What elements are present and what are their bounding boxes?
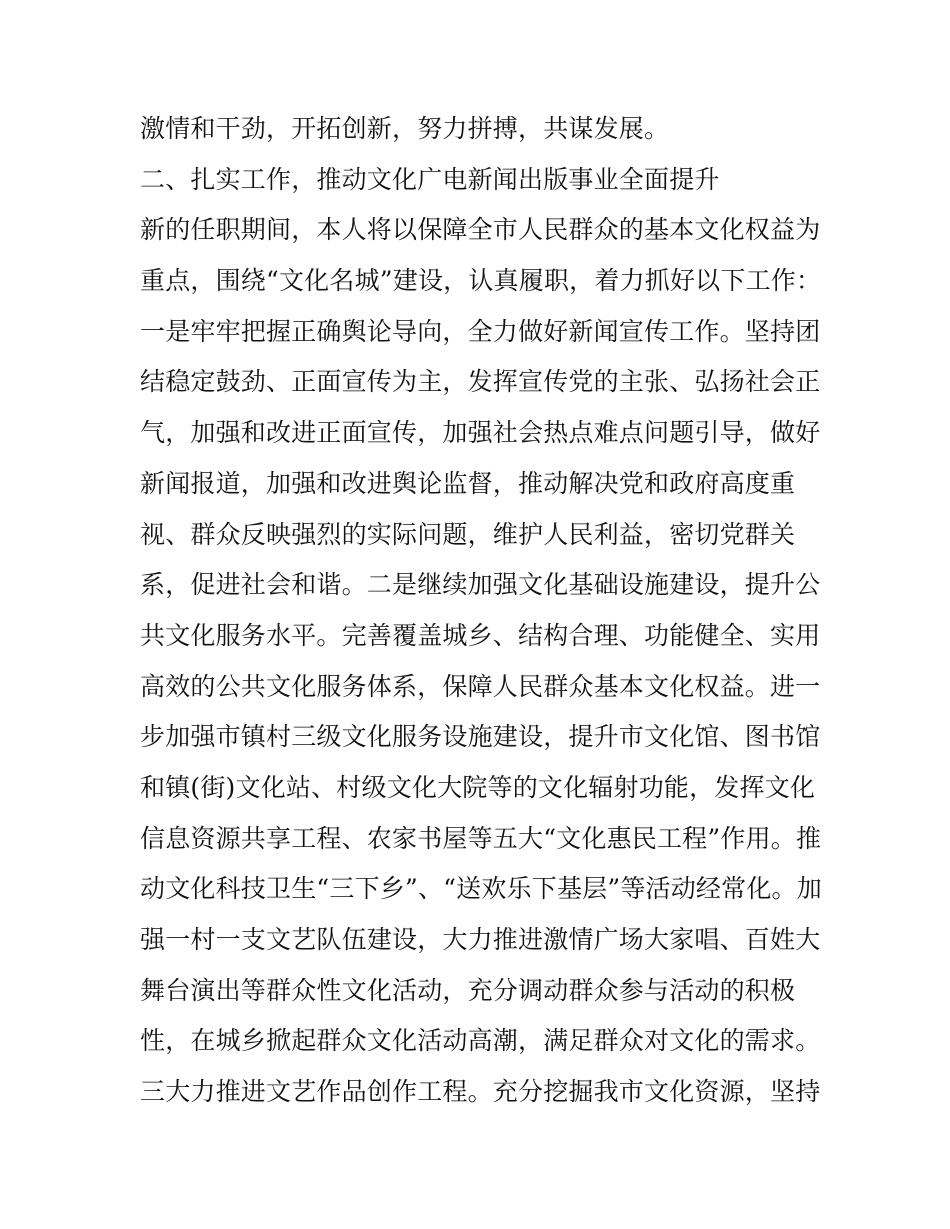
text-line: 新闻报道，加强和改进舆论监督，推动解决党和政府高度重: [140, 468, 796, 498]
text-line: 强一村一支文艺队伍建设，大力推进激情广场大家唱、百姓大: [140, 925, 821, 954]
text-line: 气，加强和改进正面宣传，加强社会热点难点问题引导，做好: [140, 418, 821, 448]
text-line: 动文化科技卫生“三下乡”、“送欢乐下基层”等活动经常化。加: [140, 874, 822, 904]
section-heading: 二、扎实工作，推动文化广电新闻出版事业全面提升: [140, 164, 720, 194]
body-text: [140, 104, 830, 1118]
text-line: 和镇(街)文化站、村级文化大院等的文化辐射功能，发挥文化: [140, 772, 816, 802]
text-line: 结稳定鼓劲、正面宣传为主，发挥宣传党的主张、弘扬社会正: [140, 367, 821, 397]
text-line: 激情和干劲，开拓创新，努力拼搏，共谋发展。: [140, 114, 670, 143]
text-line: 信息资源共享工程、农家书屋等五大“文化惠民工程”作用。推: [140, 823, 822, 853]
text-line: 一是牢牢把握正确舆论导向，全力做好新闻宣传工作。坚持团: [140, 316, 821, 346]
text-line: 重点，围绕“文化名城”建设，认真履职，着力抓好以下工作：: [140, 266, 822, 296]
text-line: 高效的公共文化服务体系，保障人民群众基本文化权益。进一: [140, 671, 821, 701]
text-line: 系，促进社会和谐。二是继续加强文化基础设施建设，提升公: [140, 570, 821, 600]
text-line: 共文化服务水平。完善覆盖城乡、结构合理、功能健全、实用: [140, 620, 821, 650]
text-line: 新的任职期间，本人将以保障全市人民群众的基本文化权益为: [140, 215, 821, 245]
text-line: 性，在城乡掀起群众文化活动高潮，满足群众对文化的需求。: [140, 1026, 821, 1056]
text-line: 步加强市镇村三级文化服务设施建设，提升市文化馆、图书馆: [140, 722, 821, 752]
text-line: 三大力推进文艺作品创作工程。充分挖掘我市文化资源，坚持: [140, 1077, 821, 1107]
text-line: 舞台演出等群众性文化活动，充分调动群众参与活动的积极: [140, 975, 796, 1005]
text-line: 视、群众反映强烈的实际问题，维护人民利益，密切党群关: [140, 519, 796, 549]
